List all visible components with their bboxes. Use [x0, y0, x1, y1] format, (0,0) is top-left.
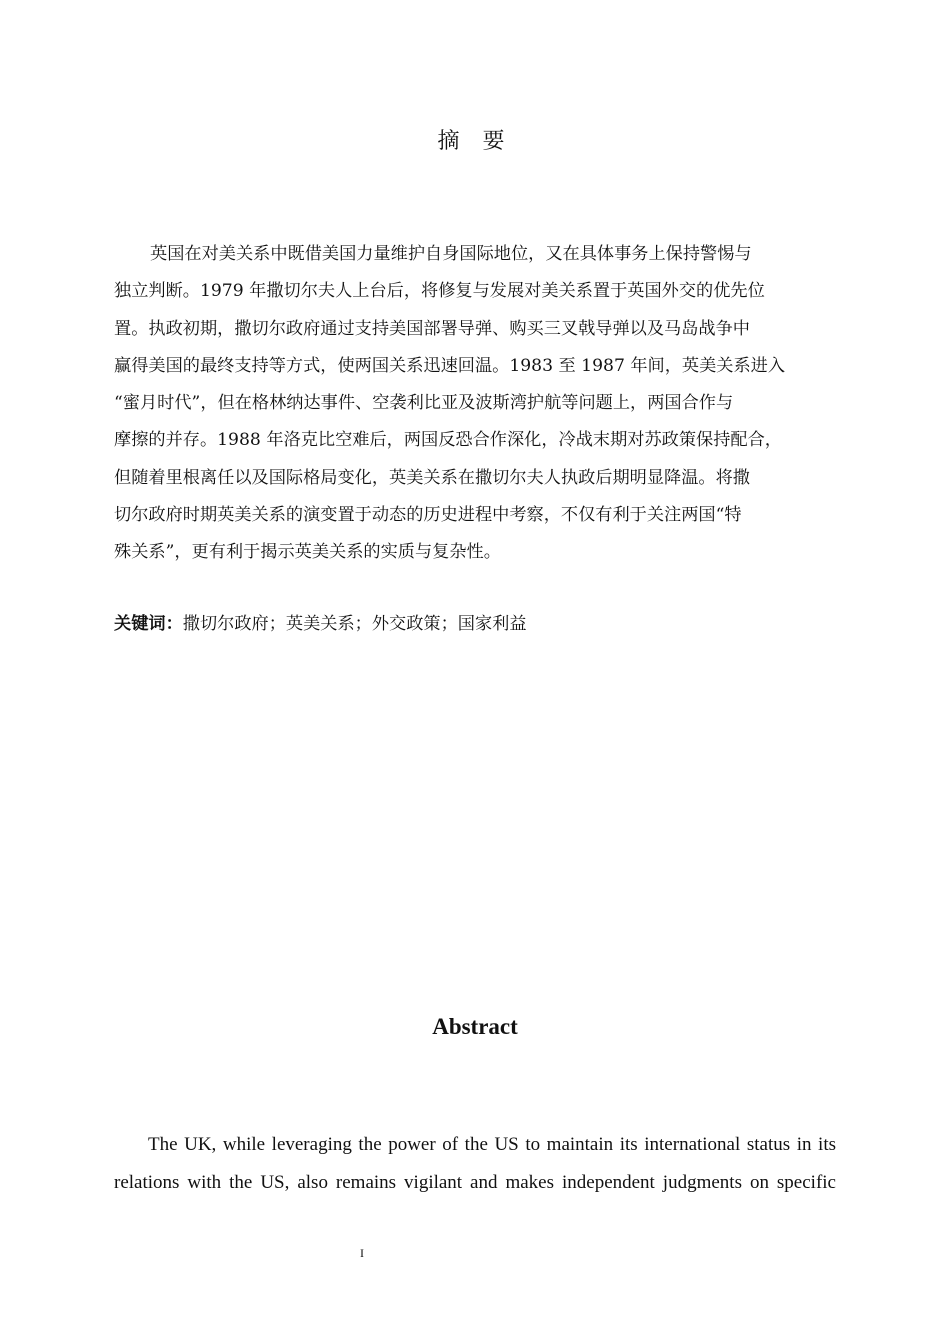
keywords-label: 关键词： — [114, 614, 183, 634]
cn-abstract-line-7: 但随着里根离任以及国际格局变化，英美关系在撒切尔夫人执政后期明显降温。将撒 — [114, 467, 750, 488]
cn-abstract-line-9: 殊关系”，更有利于揭示英美关系的实质与复杂性。 — [114, 542, 501, 563]
chinese-abstract-body — [114, 236, 836, 572]
keywords-line — [114, 606, 836, 643]
cn-abstract-line-4: 赢得美国的最终支持等方式，使两国关系迅速回温。1983 至 1987 年间，英美关系进入 — [114, 355, 786, 376]
cn-abstract-line-5: “蜜月时代”，但在格林纳达事件、空袭利比亚及波斯湾护航等问题上，两国合作与 — [114, 393, 734, 414]
chinese-abstract-title: 摘 要 — [437, 129, 513, 154]
english-abstract-title: Abstract — [432, 1014, 518, 1039]
cn-abstract-line-2: 独立判断。1979 年撒切尔夫人上台后，将修复与发展对美关系置于英国外交的优先位 — [114, 281, 765, 302]
cn-abstract-line-8: 切尔政府时期英美关系的演变置于动态的历史进程中考察，不仅有利于关注两国“特 — [114, 505, 742, 526]
keywords-text: 撒切尔政府；英美关系；外交政策；国家利益 — [182, 614, 527, 634]
cn-abstract-line-1: 英国在对美关系中既借美国力量维护自身国际地位，又在具体事务上保持警惕与 — [150, 244, 752, 264]
cn-abstract-line-3: 置。执政初期，撒切尔政府通过支持美国部署导弹、购买三叉戟导弹以及马岛战争中 — [114, 318, 750, 339]
page-number: I — [360, 1246, 364, 1260]
english-abstract-body — [114, 1126, 836, 1201]
en-abstract-line-1: The UK, while leveraging the power of the US to maintain its international status in its — [148, 1134, 836, 1155]
cn-abstract-line-6: 摩擦的并存。1988 年洛克比空难后，两国反恐合作深化，冷战末期对苏政策保持配合， — [114, 430, 782, 451]
en-abstract-line-2: relations with the US, also remains vigilant and makes independent judgments on specific — [114, 1171, 836, 1193]
